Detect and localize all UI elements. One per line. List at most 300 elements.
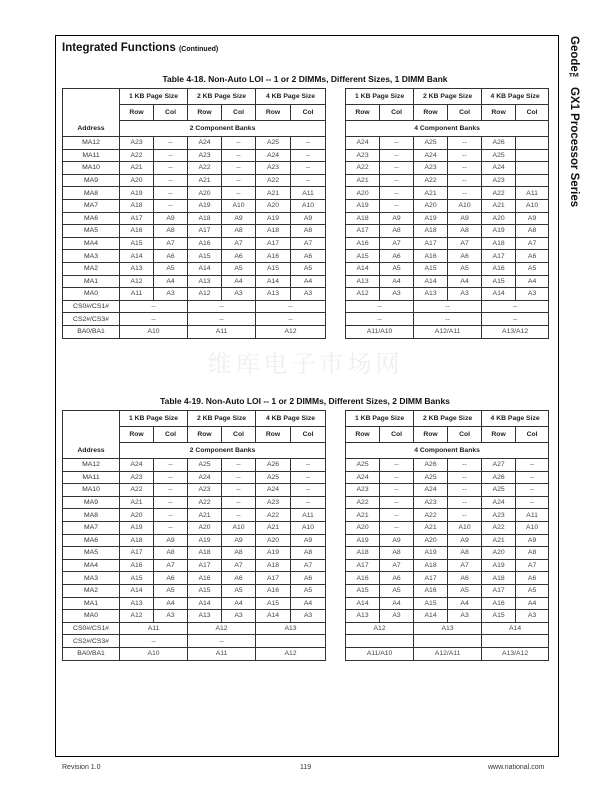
table-cell: -- bbox=[291, 174, 326, 187]
table-cell: -- bbox=[222, 484, 256, 497]
table-cell: A16 bbox=[482, 262, 516, 275]
table-cell: A11 bbox=[120, 288, 154, 301]
table-cell bbox=[516, 137, 549, 150]
gap-cell bbox=[326, 288, 346, 301]
table-cell: -- bbox=[414, 313, 482, 326]
table-cell: A20 bbox=[346, 521, 380, 534]
table-caption-4-19: Table 4-19. Non-Auto LOI -- 1 or 2 DIMMs, Different Sizes, 2 DIMM Banks bbox=[160, 396, 450, 406]
col-header: Col bbox=[516, 427, 549, 443]
table-cell: A10 bbox=[222, 521, 256, 534]
table-cell: A3 bbox=[516, 288, 549, 301]
table-cell: A22 bbox=[482, 521, 516, 534]
table-cell: A11 bbox=[291, 187, 326, 200]
table-cell: A24 bbox=[188, 471, 222, 484]
gap-cell bbox=[326, 225, 346, 238]
address-cell: MA11 bbox=[63, 149, 120, 162]
table-cell: A23 bbox=[414, 162, 448, 175]
table-cell: A15 bbox=[188, 250, 222, 263]
table-cell: A10 bbox=[516, 199, 549, 212]
table-cell: A20 bbox=[188, 187, 222, 200]
gap-cell bbox=[326, 137, 346, 150]
gap-cell bbox=[326, 411, 346, 459]
table-cell: A15 bbox=[482, 275, 516, 288]
table-row bbox=[63, 262, 549, 275]
table-cell: A14 bbox=[256, 275, 291, 288]
row-header: Row bbox=[120, 427, 154, 443]
table-row bbox=[63, 313, 549, 326]
table-cell bbox=[482, 635, 549, 648]
page-size-header: 4 KB Page Size bbox=[256, 411, 326, 427]
table-cell: A18 bbox=[120, 199, 154, 212]
table-cell: A17 bbox=[256, 572, 291, 585]
table-cell: A16 bbox=[120, 225, 154, 238]
table-row bbox=[63, 647, 549, 660]
gap-cell bbox=[326, 622, 346, 635]
table-cell: A21 bbox=[188, 174, 222, 187]
table-cell: A19 bbox=[482, 559, 516, 572]
table-cell: A12 bbox=[188, 288, 222, 301]
table-cell: -- bbox=[222, 149, 256, 162]
col-header: Col bbox=[448, 105, 482, 121]
table-cell: A13 bbox=[256, 288, 291, 301]
table-cell: A21 bbox=[414, 521, 448, 534]
table-cell: A18 bbox=[414, 559, 448, 572]
table-cell: A17 bbox=[120, 212, 154, 225]
table-row bbox=[63, 162, 549, 175]
table-cell: A7 bbox=[380, 559, 414, 572]
table-cell: -- bbox=[222, 162, 256, 175]
table-cell: A17 bbox=[346, 225, 380, 238]
table-cell: A5 bbox=[380, 584, 414, 597]
address-cell: MA11 bbox=[63, 471, 120, 484]
address-cell: MA2 bbox=[63, 262, 120, 275]
table-cell: -- bbox=[516, 496, 549, 509]
table-cell: A6 bbox=[154, 572, 188, 585]
table-cell: A16 bbox=[482, 597, 516, 610]
table-cell: -- bbox=[346, 313, 414, 326]
table-cell: A6 bbox=[516, 572, 549, 585]
table-cell: A14 bbox=[414, 610, 448, 623]
table-cell: A21 bbox=[346, 174, 380, 187]
table-cell: A16 bbox=[256, 250, 291, 263]
table-cell: A22 bbox=[120, 149, 154, 162]
table-cell: A16 bbox=[346, 572, 380, 585]
table-cell: A24 bbox=[120, 459, 154, 472]
table-cell: A12 bbox=[346, 622, 414, 635]
table-cell: A8 bbox=[516, 225, 549, 238]
gap-cell bbox=[326, 300, 346, 313]
address-cell: MA0 bbox=[63, 610, 120, 623]
row-header: Row bbox=[482, 105, 516, 121]
table-cell: A11/A10 bbox=[346, 325, 414, 338]
watermark: 维库电子市场网 bbox=[207, 350, 404, 378]
table-cell bbox=[414, 635, 482, 648]
table-cell: A6 bbox=[291, 572, 326, 585]
table-cell: -- bbox=[154, 162, 188, 175]
table-cell: -- bbox=[222, 187, 256, 200]
address-cell: MA2 bbox=[63, 584, 120, 597]
table-cell: A9 bbox=[380, 534, 414, 547]
table-cell: A6 bbox=[154, 250, 188, 263]
table-cell: A19 bbox=[482, 225, 516, 238]
table-cell: A23 bbox=[120, 137, 154, 150]
gap-cell bbox=[326, 610, 346, 623]
table-cell: A4 bbox=[380, 275, 414, 288]
table-cell: A22 bbox=[188, 162, 222, 175]
table-row bbox=[63, 471, 549, 484]
table-cell: A23 bbox=[482, 174, 516, 187]
table-cell: A21 bbox=[482, 199, 516, 212]
table-cell: A16 bbox=[346, 237, 380, 250]
table-cell: A14 bbox=[188, 262, 222, 275]
table-cell: A25 bbox=[414, 471, 448, 484]
table-cell: A4 bbox=[291, 275, 326, 288]
table-row bbox=[63, 572, 549, 585]
table-cell: A15 bbox=[414, 597, 448, 610]
table-cell: -- bbox=[448, 509, 482, 522]
table-cell: A15 bbox=[120, 572, 154, 585]
table-cell: -- bbox=[154, 174, 188, 187]
address-cell: MA12 bbox=[63, 137, 120, 150]
table-cell: A7 bbox=[516, 237, 549, 250]
table-cell: A13/A12 bbox=[482, 647, 549, 660]
table-row bbox=[63, 610, 549, 623]
table-cell: -- bbox=[380, 149, 414, 162]
address-cell: MA6 bbox=[63, 534, 120, 547]
table-cell: A3 bbox=[154, 288, 188, 301]
table-row bbox=[63, 484, 549, 497]
table-cell: A9 bbox=[222, 534, 256, 547]
table-cell: A18 bbox=[256, 559, 291, 572]
table-cell: A22 bbox=[256, 174, 291, 187]
gap-cell bbox=[326, 325, 346, 338]
table-cell: A19 bbox=[120, 521, 154, 534]
table-cell: A27 bbox=[482, 459, 516, 472]
table-cell: A20 bbox=[482, 547, 516, 560]
table-cell: A21 bbox=[256, 521, 291, 534]
table-cell: -- bbox=[516, 484, 549, 497]
table-cell: A21 bbox=[482, 534, 516, 547]
table-cell: A21 bbox=[120, 496, 154, 509]
header-row-groups bbox=[63, 121, 549, 137]
table-cell: A3 bbox=[448, 610, 482, 623]
header-row-row-col bbox=[63, 427, 549, 443]
table-cell: A8 bbox=[291, 225, 326, 238]
table-cell: A10 bbox=[448, 521, 482, 534]
table-cell: A11 bbox=[291, 509, 326, 522]
table-cell: A17 bbox=[346, 559, 380, 572]
table-cell: -- bbox=[448, 137, 482, 150]
gap-cell bbox=[326, 572, 346, 585]
table-cell: -- bbox=[380, 521, 414, 534]
table-row bbox=[63, 225, 549, 238]
table-cell: -- bbox=[291, 149, 326, 162]
page-size-header: 2 KB Page Size bbox=[414, 89, 482, 105]
table-cell: -- bbox=[188, 313, 256, 326]
table-row bbox=[63, 496, 549, 509]
table-cell: A17 bbox=[120, 547, 154, 560]
table-cell: -- bbox=[448, 459, 482, 472]
header-row-page-sizes bbox=[63, 411, 549, 427]
table-row bbox=[63, 137, 549, 150]
table-cell: A24 bbox=[256, 484, 291, 497]
table-cell: A7 bbox=[380, 237, 414, 250]
table-cell: A26 bbox=[482, 137, 516, 150]
table-cell bbox=[256, 635, 326, 648]
gap-cell bbox=[326, 89, 346, 137]
table-cell: -- bbox=[154, 187, 188, 200]
row-header: Row bbox=[188, 427, 222, 443]
gap-cell bbox=[326, 597, 346, 610]
address-cell: MA5 bbox=[63, 225, 120, 238]
table-cell: A13 bbox=[346, 275, 380, 288]
table-cell: A15 bbox=[346, 584, 380, 597]
table-cell: A14 bbox=[346, 597, 380, 610]
table-cell: -- bbox=[154, 137, 188, 150]
table-cell: A24 bbox=[256, 149, 291, 162]
table-cell: A20 bbox=[188, 521, 222, 534]
table-cell: -- bbox=[380, 137, 414, 150]
table-cell: -- bbox=[482, 313, 549, 326]
table-cell bbox=[516, 149, 549, 162]
table-cell: -- bbox=[380, 471, 414, 484]
table-cell: A14 bbox=[414, 275, 448, 288]
table-cell: A13 bbox=[120, 262, 154, 275]
table-cell: A6 bbox=[380, 250, 414, 263]
col-header: Col bbox=[380, 427, 414, 443]
table-cell: A16 bbox=[256, 584, 291, 597]
address-cell: MA5 bbox=[63, 547, 120, 560]
table-cell: A20 bbox=[120, 509, 154, 522]
table-cell: A8 bbox=[448, 225, 482, 238]
table-cell: A4 bbox=[291, 597, 326, 610]
address-cell: MA3 bbox=[63, 572, 120, 585]
col-header: Col bbox=[516, 105, 549, 121]
gap-cell bbox=[326, 584, 346, 597]
table-cell: -- bbox=[222, 509, 256, 522]
table-cell: A13 bbox=[414, 622, 482, 635]
group-header-right: 4 Component Banks bbox=[346, 121, 549, 137]
address-cell: CS2#/CS3# bbox=[63, 313, 120, 326]
table-cell: A24 bbox=[346, 137, 380, 150]
gap-cell bbox=[326, 559, 346, 572]
group-header-left: 2 Component Banks bbox=[120, 121, 326, 137]
table-cell: A9 bbox=[448, 534, 482, 547]
table-cell: A18 bbox=[256, 225, 291, 238]
gap-cell bbox=[326, 459, 346, 472]
table-cell: A15 bbox=[482, 610, 516, 623]
col-header: Col bbox=[291, 105, 326, 121]
table-cell: -- bbox=[448, 149, 482, 162]
col-header: Col bbox=[380, 105, 414, 121]
table-cell: A5 bbox=[154, 262, 188, 275]
table-cell: A7 bbox=[154, 237, 188, 250]
gap-cell bbox=[326, 262, 346, 275]
group-header-left: 2 Component Banks bbox=[120, 443, 326, 459]
table-cell: A9 bbox=[516, 534, 549, 547]
table-cell: A19 bbox=[188, 534, 222, 547]
row-header: Row bbox=[346, 427, 380, 443]
table-cell: A7 bbox=[448, 559, 482, 572]
table-cell: -- bbox=[380, 459, 414, 472]
table-cell: A18 bbox=[414, 225, 448, 238]
table-cell: -- bbox=[482, 300, 549, 313]
table-cell: A13 bbox=[414, 288, 448, 301]
gap-cell bbox=[326, 250, 346, 263]
table-cell: A23 bbox=[414, 496, 448, 509]
address-cell: CS0#/CS1# bbox=[63, 622, 120, 635]
table-cell: A4 bbox=[154, 597, 188, 610]
gap-cell bbox=[326, 534, 346, 547]
table-cell: A13 bbox=[188, 610, 222, 623]
table-4-19 bbox=[62, 410, 549, 661]
table-row bbox=[63, 149, 549, 162]
side-title: Geode™ GX1 Processor Series bbox=[568, 36, 580, 208]
table-row bbox=[63, 250, 549, 263]
table-cell: -- bbox=[380, 187, 414, 200]
table-cell: A20 bbox=[414, 534, 448, 547]
table-row bbox=[63, 559, 549, 572]
table-cell: A13 bbox=[188, 275, 222, 288]
address-cell: MA4 bbox=[63, 559, 120, 572]
table-cell: A6 bbox=[222, 250, 256, 263]
table-cell: A16 bbox=[120, 559, 154, 572]
table-cell: A5 bbox=[380, 262, 414, 275]
table-cell: -- bbox=[154, 509, 188, 522]
table-cell: A5 bbox=[516, 262, 549, 275]
table-cell: A25 bbox=[256, 137, 291, 150]
table-cell: A3 bbox=[516, 610, 549, 623]
address-cell: CS0#/CS1# bbox=[63, 300, 120, 313]
table-cell: A7 bbox=[222, 559, 256, 572]
table-cell: A16 bbox=[414, 584, 448, 597]
table-cell: A14 bbox=[120, 584, 154, 597]
table-cell: -- bbox=[256, 313, 326, 326]
table-cell: A17 bbox=[482, 584, 516, 597]
table-row bbox=[63, 509, 549, 522]
table-cell: A12 bbox=[346, 288, 380, 301]
gap-cell bbox=[326, 635, 346, 648]
table-cell: A24 bbox=[414, 149, 448, 162]
table-cell: A23 bbox=[256, 496, 291, 509]
table-cell: A5 bbox=[291, 262, 326, 275]
table-cell: -- bbox=[380, 509, 414, 522]
table-cell: A21 bbox=[256, 187, 291, 200]
table-cell: A8 bbox=[291, 547, 326, 560]
table-cell: A9 bbox=[380, 212, 414, 225]
table-cell: A25 bbox=[482, 149, 516, 162]
table-cell: A8 bbox=[154, 225, 188, 238]
table-cell: A7 bbox=[222, 237, 256, 250]
table-cell: A14 bbox=[482, 622, 549, 635]
table-cell: A26 bbox=[482, 471, 516, 484]
table-cell: A20 bbox=[256, 534, 291, 547]
table-cell: -- bbox=[448, 174, 482, 187]
table-cell: A18 bbox=[188, 547, 222, 560]
page-size-header: 1 KB Page Size bbox=[346, 411, 414, 427]
table-row bbox=[63, 597, 549, 610]
table-cell: A20 bbox=[346, 187, 380, 200]
address-cell: MA8 bbox=[63, 509, 120, 522]
table-cell: A11/A10 bbox=[346, 647, 414, 660]
table-cell: A18 bbox=[188, 212, 222, 225]
table-row bbox=[63, 534, 549, 547]
section-heading bbox=[62, 42, 218, 54]
table-cell: A9 bbox=[291, 212, 326, 225]
table-cell: -- bbox=[291, 496, 326, 509]
table-cell: A7 bbox=[291, 559, 326, 572]
table-cell: A16 bbox=[414, 250, 448, 263]
row-header: Row bbox=[120, 105, 154, 121]
col-header: Col bbox=[448, 427, 482, 443]
table-cell: A9 bbox=[448, 212, 482, 225]
table-row bbox=[63, 174, 549, 187]
table-cell: A4 bbox=[222, 275, 256, 288]
table-cell: -- bbox=[154, 484, 188, 497]
page-size-header: 4 KB Page Size bbox=[482, 89, 549, 105]
row-header: Row bbox=[256, 427, 291, 443]
table-cell: A23 bbox=[256, 162, 291, 175]
address-cell: MA1 bbox=[63, 597, 120, 610]
address-cell: MA1 bbox=[63, 275, 120, 288]
table-cell: A8 bbox=[222, 547, 256, 560]
col-header: Col bbox=[291, 427, 326, 443]
table-cell: A10 bbox=[120, 325, 188, 338]
group-header-right: 4 Component Banks bbox=[346, 443, 549, 459]
table-cell: A11 bbox=[188, 647, 256, 660]
table-cell: A14 bbox=[120, 250, 154, 263]
row-header: Row bbox=[414, 427, 448, 443]
table-cell: A18 bbox=[482, 572, 516, 585]
table-row bbox=[63, 521, 549, 534]
table-cell: A10 bbox=[291, 521, 326, 534]
address-header: Address bbox=[63, 411, 120, 459]
table-cell: A12/A11 bbox=[414, 647, 482, 660]
gap-cell bbox=[326, 471, 346, 484]
table-cell: A6 bbox=[291, 250, 326, 263]
table-cell: A14 bbox=[346, 262, 380, 275]
table-cell: A25 bbox=[256, 471, 291, 484]
col-header: Col bbox=[154, 427, 188, 443]
table-cell: -- bbox=[222, 459, 256, 472]
table-cell: A23 bbox=[188, 149, 222, 162]
table-cell: A17 bbox=[414, 572, 448, 585]
table-cell: A24 bbox=[188, 137, 222, 150]
table-cell: A19 bbox=[188, 199, 222, 212]
table-row bbox=[63, 300, 549, 313]
table-cell: A3 bbox=[291, 610, 326, 623]
table-cell: A13/A12 bbox=[482, 325, 549, 338]
address-cell: MA8 bbox=[63, 187, 120, 200]
table-row bbox=[63, 212, 549, 225]
header-row-page-sizes bbox=[63, 89, 549, 105]
address-cell: MA4 bbox=[63, 237, 120, 250]
table-cell: -- bbox=[380, 496, 414, 509]
table-cell: A5 bbox=[516, 584, 549, 597]
table-cell: A14 bbox=[482, 288, 516, 301]
table-cell: A7 bbox=[516, 559, 549, 572]
row-header: Row bbox=[346, 105, 380, 121]
gap-cell bbox=[326, 509, 346, 522]
table-cell: -- bbox=[448, 471, 482, 484]
table-cell: -- bbox=[448, 484, 482, 497]
table-cell: A11 bbox=[120, 622, 188, 635]
table-cell: A10 bbox=[516, 521, 549, 534]
table-cell: A4 bbox=[448, 597, 482, 610]
table-cell: -- bbox=[120, 635, 188, 648]
table-cell: -- bbox=[291, 471, 326, 484]
table-cell: -- bbox=[380, 174, 414, 187]
